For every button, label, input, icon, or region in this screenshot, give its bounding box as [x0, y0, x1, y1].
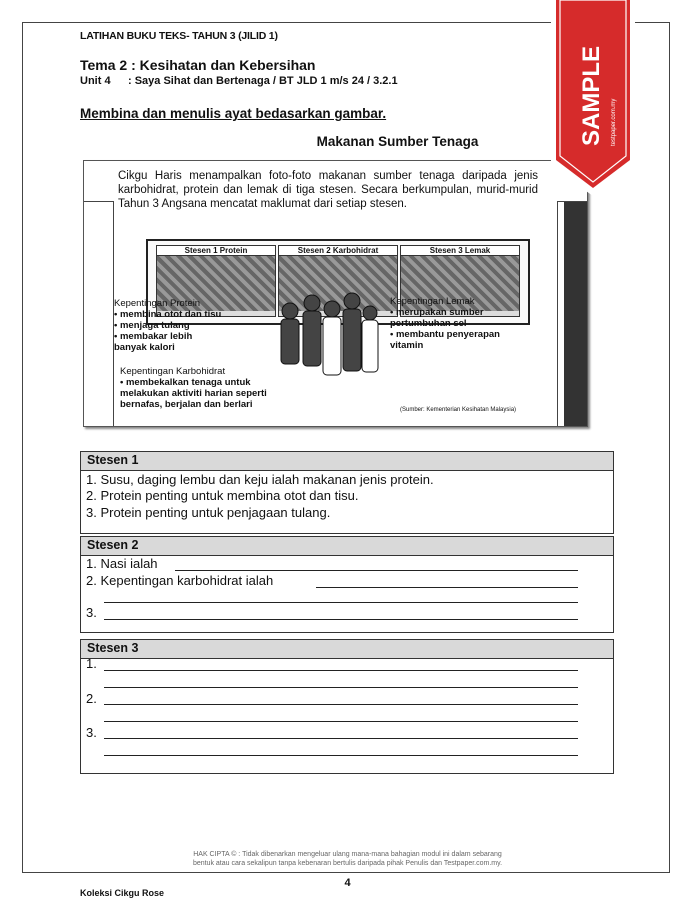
- karbohidrat-point: • membekalkan tenaga untuk: [120, 377, 251, 388]
- instruction: Membina dan menulis ayat bedasarkan gambar.: [80, 106, 387, 121]
- write-line[interactable]: [104, 704, 578, 705]
- answer-line: 3. Protein penting untuk penjagaan tulang.: [86, 505, 331, 520]
- write-line[interactable]: [316, 587, 578, 588]
- question-line: 3.: [86, 725, 97, 740]
- illustration-intro: Cikgu Haris menampalkan foto-foto makanan sumber tenaga daripada jenis karbohidrat, protein dan lemak di tiga stesen. Secara berkumpulan, murid-murid Tahun 3 Angsana mencatat maklumat dari setiap stesen.: [118, 170, 538, 210]
- write-line[interactable]: [104, 670, 578, 671]
- karbohidrat-point: melakukan aktiviti harian seperti: [120, 388, 267, 399]
- write-line[interactable]: [104, 687, 578, 688]
- question-line: 2.: [86, 691, 97, 706]
- section-heading: Stesen 2: [81, 537, 613, 556]
- copyright-notice: [0, 850, 695, 868]
- protein-heading: Kepentingan Protein: [114, 298, 201, 309]
- answer-line: 1. Susu, daging lembu dan keju ialah makanan jenis protein.: [86, 472, 434, 487]
- karbohidrat-heading: Kepentingan Karbohidrat: [120, 366, 226, 377]
- lemak-heading: Kepentingan Lemak: [390, 296, 475, 307]
- classroom-window: [557, 201, 588, 427]
- panel-label: Stesen 2 Karbohidrat: [279, 246, 397, 256]
- tema-title: Tema 2 : Kesihatan dan Kebersihan: [80, 57, 316, 73]
- unit-text: : Saya Sihat dan Bertenaga / BT JLD 1 m/s 24 / 3.2.1: [128, 75, 398, 87]
- section-stesen-3: [80, 639, 614, 774]
- watermark-text: SAMPLE: [578, 45, 605, 146]
- unit-line: [80, 75, 398, 87]
- illustration-source: (Sumber: Kementerian Kesihatan Malaysia): [400, 407, 517, 413]
- copyright-line: bentuk atau cara sekalipun tanpa kebenaran bertulis daripada pihak Penulis dan Testpaper.com.my.: [192, 860, 503, 867]
- question-line: 2. Kepentingan karbohidrat ialah: [86, 573, 274, 588]
- illustration: [83, 160, 588, 427]
- worksheet-header: LATIHAN BUKU TEKS- TAHUN 3 (JILID 1): [80, 30, 278, 42]
- kepentingan-lemak: [390, 296, 500, 351]
- question-line: 1. Nasi ialah: [86, 556, 158, 571]
- question-line: 1.: [86, 656, 97, 671]
- panel-label: Stesen 1 Protein: [157, 246, 275, 256]
- kepentingan-protein: [114, 298, 221, 353]
- protein-point: • membakar lebih: [114, 331, 193, 342]
- write-line[interactable]: [104, 755, 578, 756]
- copyright-line: HAK CIPTA © : Tidak dibenarkan mengeluar ulang mana-mana bahagian modul ini dalam sebarang: [193, 851, 502, 858]
- karbohidrat-point: bernafas, berjalan dan berlari: [120, 399, 253, 410]
- picture-title: Makanan Sumber Tenaga: [316, 134, 479, 149]
- footer-credit: Koleksi Cikgu Rose: [80, 888, 165, 898]
- write-line[interactable]: [175, 570, 578, 571]
- page-number: 4: [344, 877, 351, 889]
- write-line[interactable]: [104, 619, 578, 620]
- write-line[interactable]: [104, 721, 578, 722]
- section-heading: Stesen 3: [81, 640, 613, 659]
- write-line[interactable]: [104, 602, 578, 603]
- sample-ribbon-icon: [549, 0, 637, 200]
- students-group: [270, 281, 380, 393]
- protein-point: banyak kalori: [114, 342, 175, 353]
- lemak-point: pertumbuhan sel: [390, 318, 467, 329]
- protein-point: • menjaga tulang: [114, 320, 190, 331]
- kepentingan-karbohidrat: [120, 366, 267, 410]
- section-heading: Stesen 1: [81, 452, 613, 471]
- watermark-subtext: testpaper.com.my: [611, 98, 617, 146]
- lemak-point: vitamin: [390, 340, 424, 351]
- question-line: 3.: [86, 605, 97, 620]
- lemak-point: • membantu penyerapan: [390, 329, 500, 340]
- answer-line: 2. Protein penting untuk membina otot dan tisu.: [86, 488, 359, 503]
- write-line[interactable]: [104, 738, 578, 739]
- classroom-wall-left: [83, 201, 114, 427]
- lemak-point: • merupakan sumber: [390, 307, 484, 318]
- protein-point: • membina otot dan tisu: [114, 309, 222, 320]
- panel-label: Stesen 3 Lemak: [401, 246, 519, 256]
- unit-label: Unit 4: [80, 75, 111, 87]
